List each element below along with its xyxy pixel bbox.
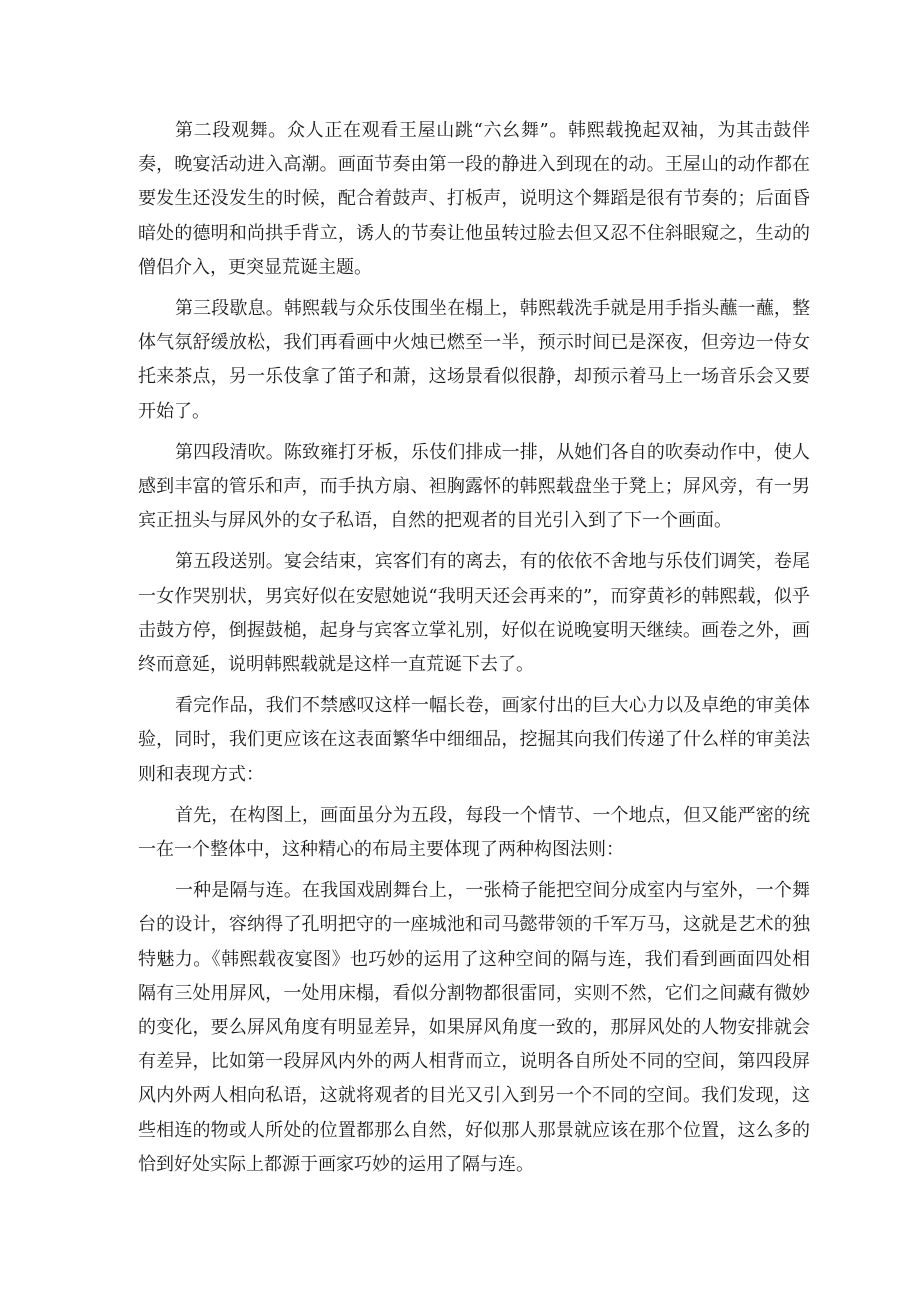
- paragraph-separation-connection: 一种是隔与连。在我国戏剧舞台上，一张椅子能把空间分成室内与室外，一个舞台的设计，容纳得了孔明把守的一座城池和司马懿带领的千军万马，这就是艺术的独特魅力。《韩熙载夜宴图》也巧妙的运用了这种空间的隔与连，我们看到画面四处相隔有三处用屏风，一处用床榻，看似分割物都很雷同，实则不然，它们之间藏有微妙的变化，要么屏风角度有明显差异，如果屏风角度一致的，那屏风处的人物安排就会有差异，比如第一段屏风内外的两人相背而立，说明各自所处不同的空间，第四段屏风内外两人相向私语，这就将观者的目光又引入到另一个不同的空间。我们发现，这些相连的物或人所处的位置都那么自然，好似那人那景就应该在那个位置，这么多的恰到好处实际上都源于画家巧妙的运用了隔与连。: [138, 880, 810, 1175]
- paragraph-rest-section: 第三段歇息。韩熙载与众乐伎围坐在榻上，韩熙载洗手就是用手指头蘸一蘸，整体气氛舒缓放松，我们再看画中火烛已燃至一半，预示时间已是深夜，但旁边一侍女托来茶点，另一乐伎拿了笛子和萧，这场景看似很静，却预示着马上一场音乐会又要开始了。: [138, 298, 810, 422]
- paragraph-composition-intro: 首先，在构图上，画面虽分为五段，每段一个情节、一个地点，但又能严密的统一在一个整体中，这种精心的布局主要体现了两种构图法则：: [138, 804, 810, 861]
- document-body: [138, 114, 810, 1189]
- paragraph-music-section: 第四段清吹。陈致雍打牙板，乐伎们排成一排，从她们各自的吹奏动作中，使人感到丰富的管乐和声，而手执方扇、袒胸露怀的韩熙载盘坐于凳上；屏风旁，有一男宾正扭头与屏风外的女子私语，自然的把观者的目光引入到了下一个画面。: [138, 441, 810, 532]
- paragraph-reflection: 看完作品，我们不禁感叹这样一幅长卷，画家付出的巨大心力以及卓绝的审美体验，同时，我们更应该在这表面繁华中细细品，挖掘其向我们传递了什么样的审美法则和表现方式：: [138, 695, 810, 785]
- paragraph-farewell-section: 第五段送别。宴会结束，宾客们有的离去，有的依依不舍地与乐伎们调笑，卷尾一女作哭别状，男宾好似在安慰她说“我明天还会再来的”，而穿黄衫的韩熙载，似乎击鼓方停，倒握鼓槌，起身与宾客立掌礼别，好似在说晚宴明天继续。画卷之外，画终而意延，说明韩熙载就是这样一直荒诞下去了。: [138, 551, 810, 676]
- paragraph-dance-section: 第二段观舞。众人正在观看王屋山跳“六幺舞”。韩熙载挽起双袖，为其击鼓伴奏，晚宴活动进入高潮。画面节奏由第一段的静进入到现在的动。王屋山的动作都在要发生还没发生的时候，配合着鼓声、打板声，说明这个舞蹈是很有节奏的；后面昏暗处的德明和尚拱手背立，诱人的节奏让他虽转过脸去但又忍不住斜眼窥之，生动的僧侣介入，更突显荒诞主题。: [138, 120, 810, 278]
